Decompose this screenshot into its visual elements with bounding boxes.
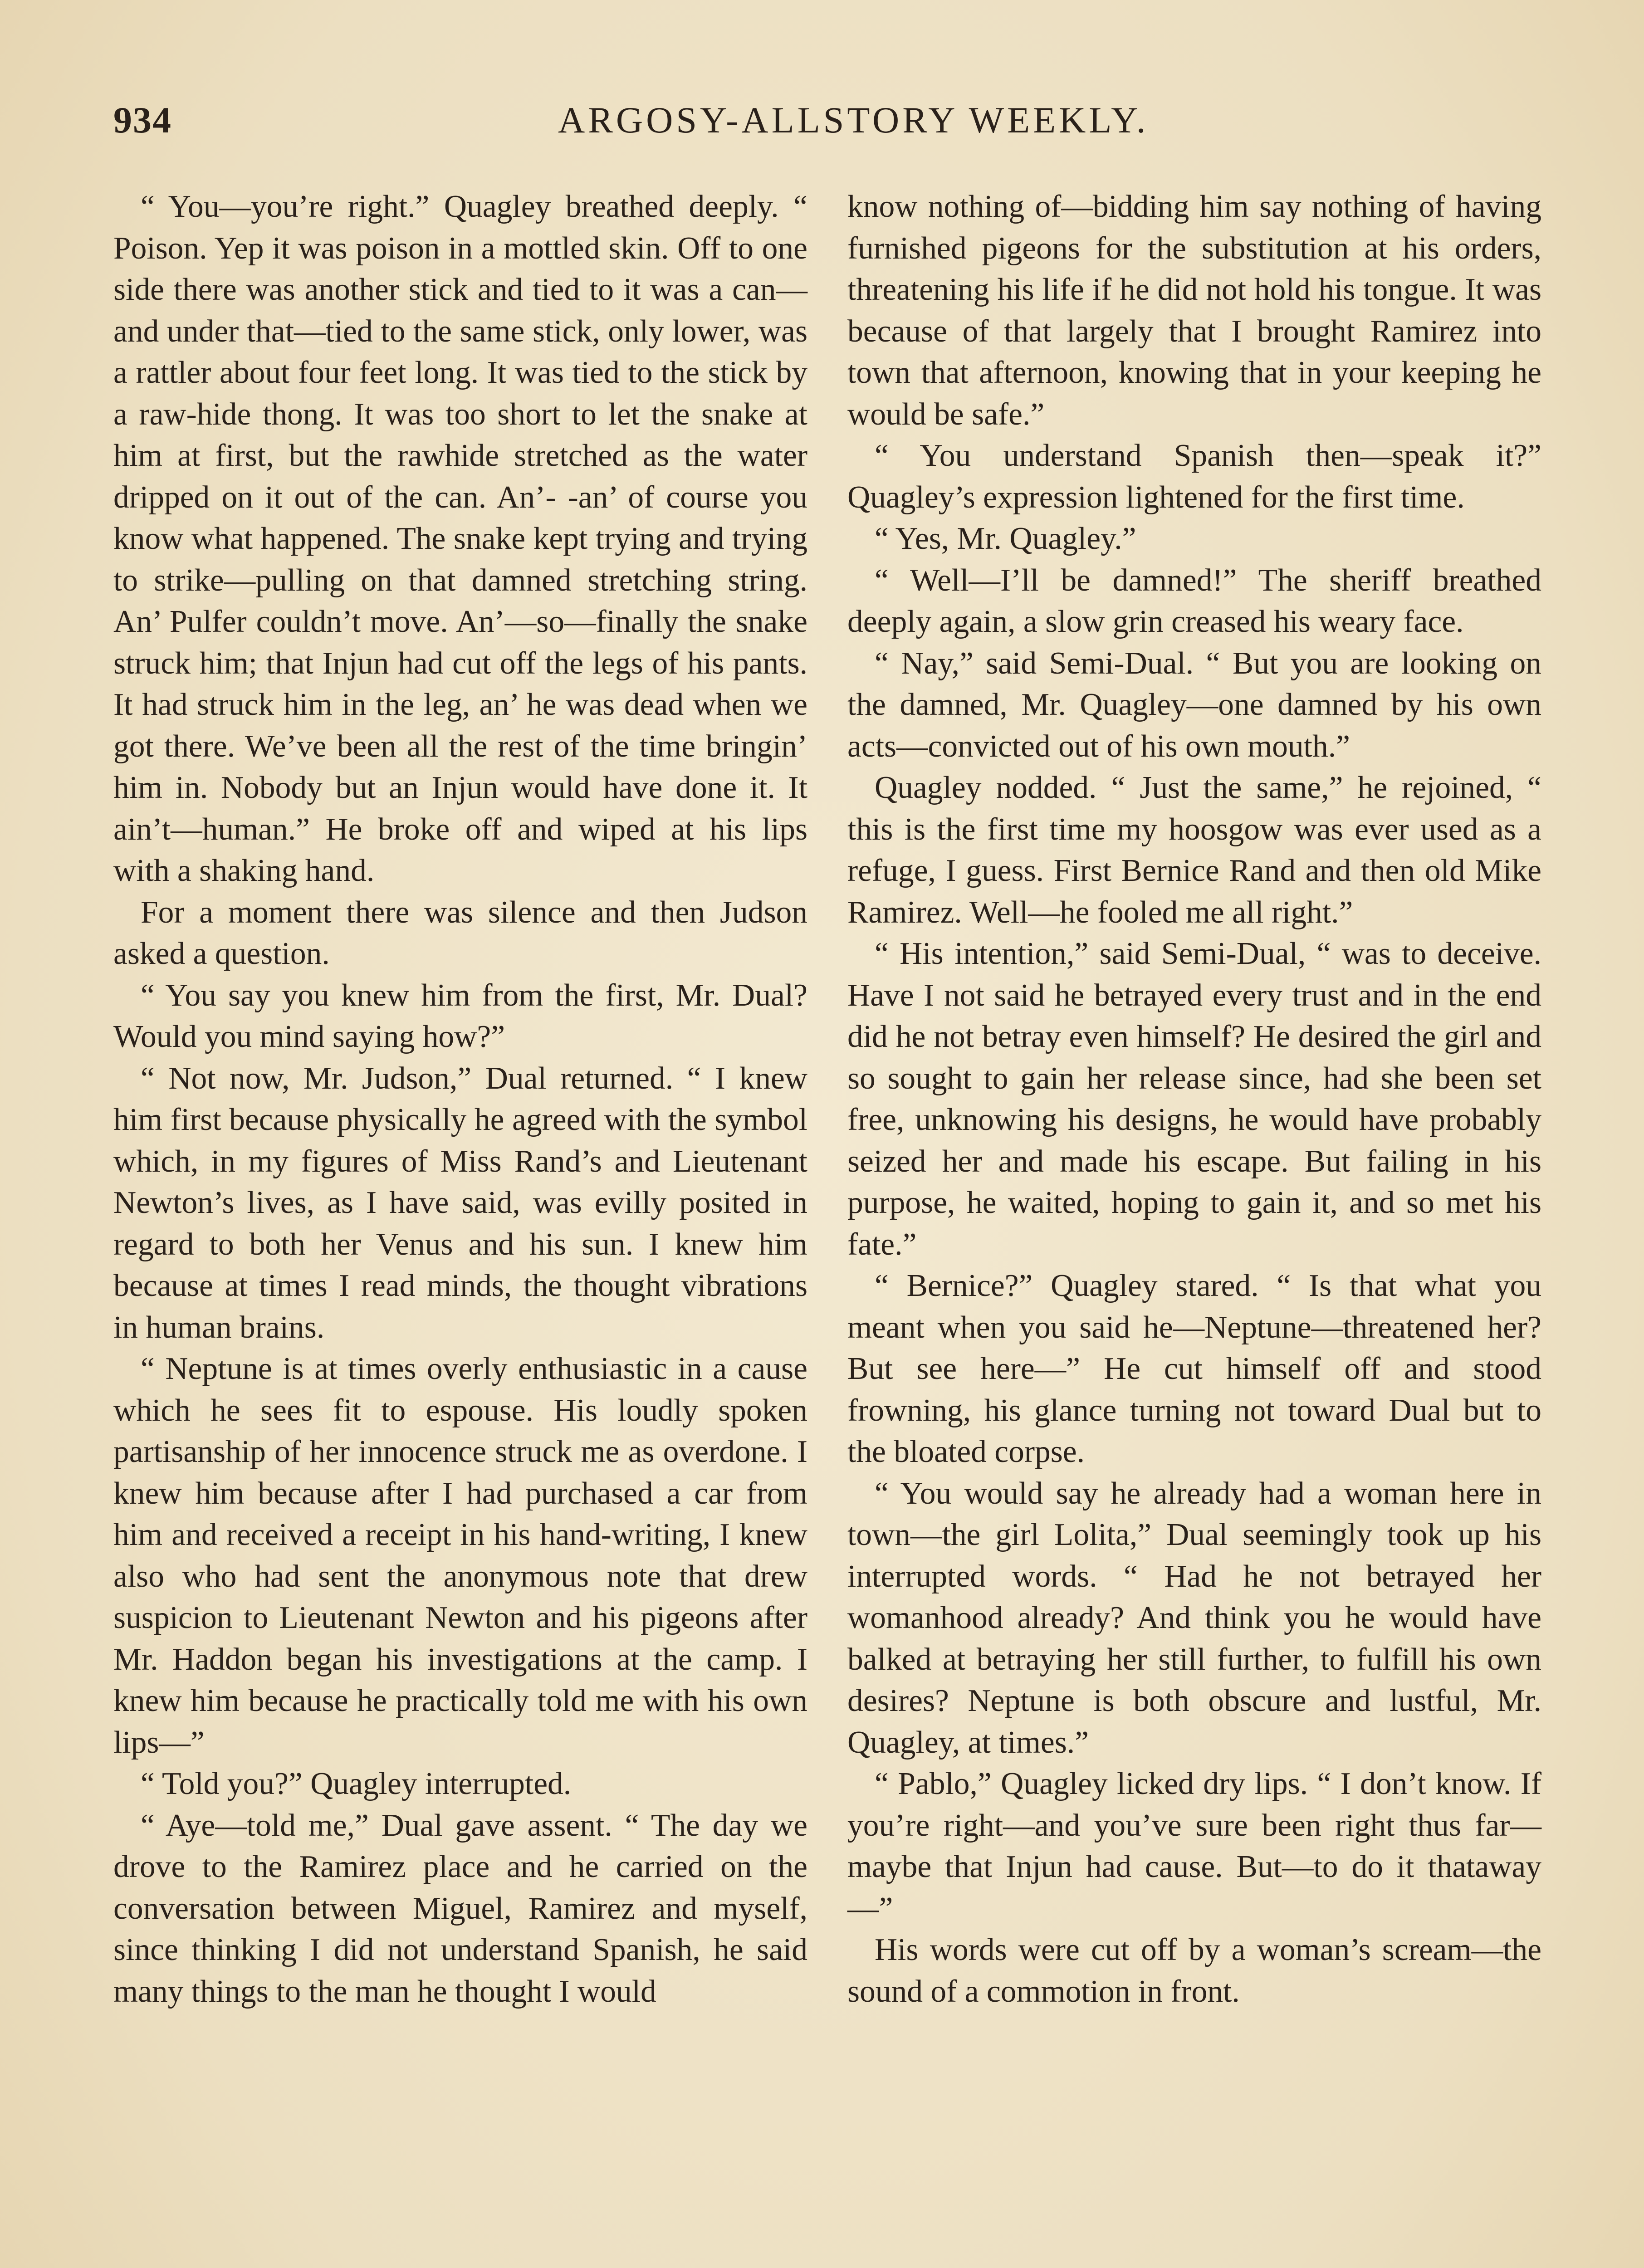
paragraph: “ Well—I’ll be damned!” The sheriff breathed deeply again, a slow grin creased his weary face. (847, 562, 1541, 639)
page-header (113, 99, 1551, 158)
paragraph: His words were cut off by a woman’s scream—the sound of a commotion in front. (847, 1932, 1541, 2009)
paragraph: “ His intention,” said Semi-Dual, “ was to deceive. Have I not said he betrayed every trust and in the end did he not betray even himself? He desired the girl and so sought to gain her release since, had she been set free, unknowing his designs, he would have probably seized her and made his escape. But failing in his purpose, he waited, hoping to gain it, and so met his fate.” (847, 936, 1541, 1262)
magazine-title: ARGOSY-ALLSTORY WEEKLY. (558, 99, 1149, 141)
right-column (847, 186, 1541, 2012)
paragraph: “ You—you’re right.” Quagley breathed deeply. “ Poison. Yep it was poison in a mottled skin. Off to one side there was another stick and tied to it was a can—and under that—tied to the same stick, only lower, was a rattler about four feet long. It was tied to the stick by a raw-hide thong. It was too short to let the snake at him at first, but the rawhide stretched as the water dripped on it out of the can. An’- -an’ of course you know what happened. The snake kept trying and trying to strike—pulling on that damned stretching string. An’ Pulfer couldn’t move. An’—so—finally the snake struck him; that Injun had cut off the legs of his pants. It had struck him in the leg, an’ he was dead when we got there. We’ve been all the rest of the time bringin’ him in. Nobody but an Injun would have done it. It ain’t—human.” He broke off and wiped at his lips with a shaking hand. (113, 189, 807, 888)
paragraph: “ You say you knew him from the first, Mr. Dual? Would you mind saying how?” (113, 978, 807, 1054)
paragraph: “ Told you?” Quagley interrupted. (141, 1766, 572, 1801)
paragraph: “ Not now, Mr. Judson,” Dual returned. “ I knew him first because physically he agreed with the symbol which, in my figures of Miss Rand’s and Lieutenant Newton’s lives, as I have said, was evilly posited in regard to both her Venus and his sun. I knew him because at times I read minds, the thought vibrations in human brains. (113, 1061, 807, 1345)
paragraph: Quagley nodded. “ Just the same,” he rejoined, “ this is the first time my hoosgow was ever used as a refuge, I guess. First Bernice Rand and then old Mike Ramirez. Well—he fooled me all right.” (847, 770, 1541, 930)
left-column (113, 186, 807, 2012)
paragraph: For a moment there was silence and then Judson asked a question. (113, 894, 807, 971)
page-number: 934 (113, 99, 172, 141)
paragraph: know nothing of—bidding him say nothing of having furnished pigeons for the substitution at his orders, threatening his life if he did not hold his tongue. It was because of that largely that I brought Ramirez into town that afternoon, knowing that in your keeping he would be safe.” (847, 189, 1541, 432)
paragraph: “ Bernice?” Quagley stared. “ Is that what you meant when you said he—Neptune—threatened her? But see here—” He cut himself off and stood frowning, his glance turning not toward Dual but to the bloated corpse. (847, 1268, 1541, 1469)
paragraph: “ Aye—told me,” Dual gave assent. “ The day we drove to the Ramirez place and he carried on the conversation between Miguel, Ramirez and myself, since thinking I did not understand Spanish, he said many things to the man he thought I would (113, 1808, 807, 2009)
paragraph: “ You understand Spanish then—speak it?” Quagley’s expression lightened for the first time. (847, 438, 1541, 515)
paragraph: “ Neptune is at times overly enthusiastic in a cause which he sees fit to espouse. His loudly spoken partisanship of her innocence struck me as overdone. I knew him because after I had purchased a car from him and received a receipt in his hand-writing, I knew also who had sent the anonymous note that drew suspicion to Lieutenant Newton and his pigeons after Mr. Haddon began his investigations at the camp. I knew him because he practically told me with his own lips—” (113, 1351, 807, 1760)
paragraph: “ Nay,” said Semi-Dual. “ But you are looking on the damned, Mr. Quagley—one damned by his own acts—convicted out of his own mouth.” (847, 645, 1541, 764)
paragraph: “ Yes, Mr. Quagley.” (875, 521, 1136, 556)
paragraph: “ Pablo,” Quagley licked dry lips. “ I don’t know. If you’re right—and you’ve sure been right thus far—maybe that Injun had cause. But—to do it thataway—” (847, 1766, 1541, 1926)
paragraph: “ You would say he already had a woman here in town—the girl Lolita,” Dual seemingly took up his interrupted words. “ Had he not betrayed her womanhood already? And think you he would have balked at betraying her still further, to fulfill his own desires? Neptune is both obscure and lustful, Mr. Quagley, at times.” (847, 1476, 1541, 1760)
